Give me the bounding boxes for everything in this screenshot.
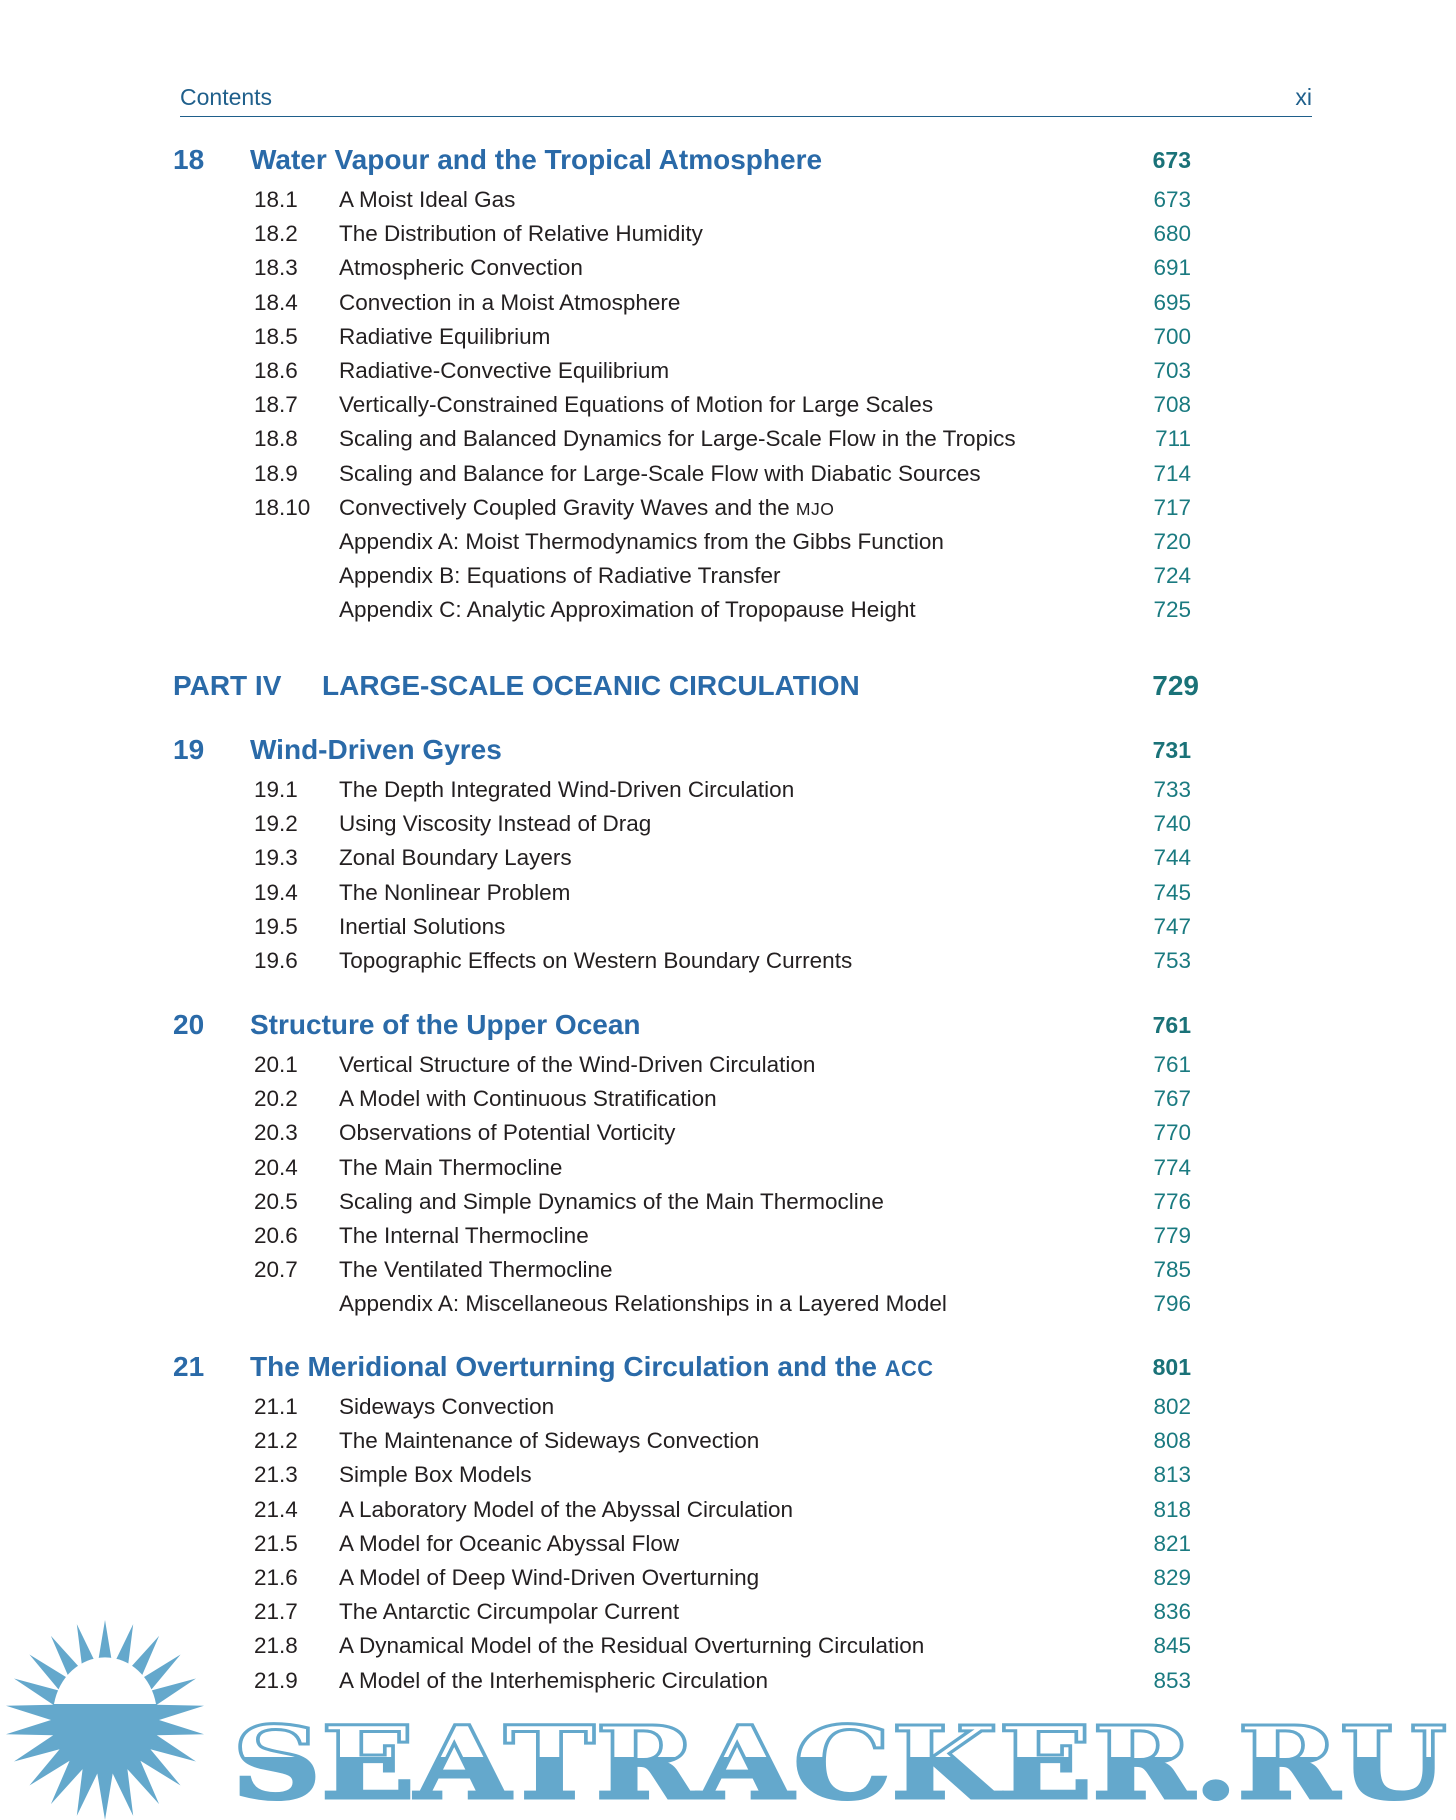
section-number: 19.4 (254, 879, 298, 905)
page-ref: 836 (1153, 1599, 1191, 1625)
title-text: Vertically-Constrained Equations of Motion for Large Scales (339, 392, 934, 418)
chapter-title[interactable] (250, 1347, 934, 1389)
section-entry[interactable] (0, 1595, 1456, 1629)
section-number: 21.1 (254, 1394, 298, 1419)
section-title[interactable] (339, 1151, 562, 1185)
page-ref: 774 (1153, 1154, 1191, 1180)
title-acronym: ACC (884, 1356, 934, 1381)
section-title[interactable] (339, 1664, 768, 1698)
title-text: Appendix C: Analytic Approximation of Tropopause Height (339, 597, 916, 623)
title-text: Vertical Structure of the Wind-Driven Circulation (339, 1052, 816, 1077)
title-text: Radiative Equilibrium (339, 323, 551, 349)
page-ref: 725 (1153, 597, 1191, 623)
page-ref: 673 (1152, 147, 1191, 173)
section-entry[interactable] (0, 1629, 1456, 1663)
section-title[interactable] (339, 1082, 717, 1116)
page-ref: 729 (1152, 670, 1199, 701)
title-text: Appendix B: Equations of Radiative Transfer (339, 563, 781, 589)
title-text: Atmospheric Convection (339, 255, 583, 281)
section-entry[interactable] (0, 388, 1456, 422)
section-entry[interactable] (0, 807, 1456, 841)
section-title[interactable] (339, 1253, 613, 1287)
chapter-heading[interactable] (0, 1005, 1456, 1045)
section-title[interactable] (339, 593, 916, 627)
section-number: 19.5 (254, 913, 298, 939)
section-entry[interactable] (0, 944, 1456, 978)
section-entry[interactable] (0, 286, 1456, 320)
section-entry[interactable] (0, 457, 1456, 491)
title-text: Wind-Driven Gyres (250, 734, 502, 765)
page-ref: 753 (1153, 948, 1191, 973)
title-text: A Moist Ideal Gas (339, 187, 516, 212)
chapter-number: 19 (173, 734, 205, 765)
section-entry[interactable] (0, 1458, 1456, 1492)
section-title[interactable] (339, 841, 572, 875)
section-number: 21.6 (254, 1565, 298, 1590)
title-text: A Model for Oceanic Abyssal Flow (339, 1530, 680, 1556)
running-header (180, 84, 1312, 117)
title-text: A Model of Deep Wind-Driven Overturning (339, 1565, 760, 1590)
appendix-entry[interactable] (0, 559, 1456, 593)
section-title[interactable] (339, 457, 981, 491)
page-ref: 761 (1152, 1012, 1191, 1038)
section-title[interactable] (339, 944, 852, 978)
section-number: 20.3 (254, 1120, 298, 1146)
section-entry[interactable] (0, 251, 1456, 285)
title-text: Radiative-Convective Equilibrium (339, 358, 670, 383)
section-number: 19.2 (254, 811, 298, 837)
section-number: 18.1 (254, 187, 298, 212)
title-text: The Internal Thermocline (339, 1223, 589, 1248)
section-title[interactable] (339, 910, 505, 944)
page-ref: 691 (1153, 255, 1191, 281)
chapter-number: 20 (173, 1009, 205, 1040)
section-number: 20.7 (254, 1257, 298, 1283)
section-number: 18.4 (254, 289, 298, 315)
section-title[interactable] (339, 1424, 759, 1458)
part-number: PART IV (173, 670, 282, 701)
section-title[interactable] (339, 1458, 532, 1492)
section-entry[interactable] (0, 1082, 1456, 1116)
section-title[interactable] (339, 525, 944, 559)
page-ref: 853 (1153, 1667, 1191, 1693)
section-entry[interactable] (0, 876, 1456, 910)
title-text: Topographic Effects on Western Boundary Currents (339, 948, 853, 973)
page-ref: 808 (1153, 1428, 1191, 1454)
section-title[interactable] (339, 354, 669, 388)
page-ref: 733 (1153, 777, 1191, 802)
page-ref: 796 (1153, 1291, 1191, 1317)
section-entry[interactable] (0, 1527, 1456, 1561)
section-number: 18.8 (254, 426, 298, 452)
page-ref: 731 (1152, 737, 1191, 763)
appendix-entry[interactable] (0, 593, 1456, 627)
page-ref: 711 (1155, 426, 1191, 452)
page-ref: 680 (1153, 221, 1191, 247)
title-text: Water Vapour and the Tropical Atmosphere (250, 144, 823, 175)
page-ref: 785 (1153, 1257, 1191, 1283)
title-text: The Main Thermocline (339, 1154, 563, 1180)
section-entry[interactable] (0, 1493, 1456, 1527)
page-ref: 821 (1153, 1530, 1191, 1556)
section-title[interactable] (339, 876, 570, 910)
title-text: Simple Box Models (339, 1462, 532, 1488)
title-text: Observations of Potential Vorticity (339, 1120, 676, 1146)
page-ref: 801 (1152, 1354, 1191, 1380)
title-text: Convection in a Moist Atmosphere (339, 289, 681, 315)
section-number: 18.3 (254, 255, 298, 281)
title-text: The Maintenance of Sideways Convection (339, 1428, 760, 1454)
section-number: 19.3 (254, 845, 298, 871)
section-title[interactable] (339, 1287, 947, 1321)
section-number: 18.7 (254, 392, 298, 418)
section-title[interactable] (339, 491, 834, 526)
page-ref: 673 (1153, 187, 1191, 212)
title-text: Scaling and Balance for Large-Scale Flow with Diabatic Sources (339, 460, 981, 486)
section-entry[interactable] (0, 1219, 1456, 1253)
page-ref: 767 (1153, 1086, 1191, 1112)
page-ref: 708 (1153, 392, 1191, 418)
section-number: 19.1 (254, 777, 298, 802)
section-number: 21.4 (254, 1496, 298, 1522)
title-text: The Distribution of Relative Humidity (339, 221, 703, 247)
section-title[interactable] (339, 1595, 679, 1629)
page-ref: 724 (1153, 563, 1191, 589)
section-entry[interactable] (0, 320, 1456, 354)
section-title[interactable] (339, 807, 651, 841)
section-title[interactable] (339, 1219, 589, 1253)
page-ref: 818 (1153, 1496, 1191, 1522)
section-title[interactable] (339, 773, 794, 807)
section-title[interactable] (339, 183, 515, 217)
section-number: 21.9 (254, 1667, 298, 1693)
title-text: Appendix A: Moist Thermodynamics from the Gibbs Function (339, 529, 944, 554)
section-title[interactable] (339, 320, 550, 354)
section-title[interactable] (339, 1527, 679, 1561)
watermark-text: SEATRACKER.RU (232, 1704, 1447, 1820)
title-text: Structure of the Upper Ocean (250, 1009, 641, 1040)
section-title[interactable] (339, 1048, 815, 1082)
page-ref: 720 (1153, 529, 1191, 554)
section-number: 21.2 (254, 1428, 298, 1454)
page-ref: 761 (1153, 1052, 1191, 1077)
section-entry[interactable] (0, 1151, 1456, 1185)
page-ref: 776 (1153, 1188, 1191, 1214)
section-number: 18.10 (254, 494, 311, 520)
section-number: 21.8 (254, 1633, 298, 1659)
section-entry[interactable] (0, 1116, 1456, 1150)
part-heading[interactable] (0, 666, 1456, 706)
title-text: The Antarctic Circumpolar Current (339, 1599, 680, 1625)
title-text: The Meridional Overturning Circulation and the (250, 1351, 885, 1382)
page-ref: 745 (1153, 879, 1191, 905)
page-ref: 813 (1153, 1462, 1191, 1488)
page-ref: 695 (1153, 289, 1191, 315)
section-entry[interactable] (0, 1561, 1456, 1595)
title-text: Using Viscosity Instead of Drag (339, 811, 652, 837)
appendix-entry[interactable] (0, 525, 1456, 559)
section-entry[interactable] (0, 1185, 1456, 1219)
title-text: Inertial Solutions (339, 913, 506, 939)
chapter-title[interactable] (250, 730, 502, 770)
title-text: The Depth Integrated Wind-Driven Circulation (339, 777, 795, 802)
chapter-number: 21 (173, 1351, 205, 1382)
page-ref: 717 (1153, 494, 1191, 520)
chapter-number: 18 (173, 144, 205, 175)
page-ref: 700 (1153, 323, 1191, 349)
title-text: Appendix A: Miscellaneous Relationships in a Layered Model (339, 1291, 947, 1317)
section-number: 20.1 (254, 1052, 298, 1077)
section-entry[interactable] (0, 1048, 1456, 1082)
page-ref: 703 (1153, 358, 1191, 383)
section-number: 18.9 (254, 460, 298, 486)
section-entry[interactable] (0, 910, 1456, 944)
section-entry[interactable] (0, 1664, 1456, 1698)
chapter-title[interactable] (250, 140, 822, 180)
section-number: 18.5 (254, 323, 298, 349)
page-ref: 845 (1153, 1633, 1191, 1659)
section-title[interactable] (339, 422, 1016, 456)
title-text: Zonal Boundary Layers (339, 845, 572, 871)
title-text: The Nonlinear Problem (339, 879, 571, 905)
chapter-heading[interactable] (0, 730, 1456, 770)
section-title[interactable] (339, 1629, 924, 1663)
section-number: 20.2 (254, 1086, 298, 1112)
chapter-heading[interactable] (0, 1347, 1456, 1387)
section-entry[interactable] (0, 422, 1456, 456)
appendix-entry[interactable] (0, 1287, 1456, 1321)
title-text: Scaling and Balanced Dynamics for Large-Scale Flow in the Tropics (339, 426, 1016, 452)
page-ref: 770 (1153, 1120, 1191, 1146)
section-title[interactable] (339, 1116, 675, 1150)
chapter-heading[interactable] (0, 140, 1456, 180)
section-entry[interactable] (0, 1253, 1456, 1287)
part-title[interactable] (322, 666, 860, 706)
section-entry[interactable] (0, 841, 1456, 875)
title-text: A Model of the Interhemispheric Circulation (339, 1667, 768, 1693)
title-text: A Model with Continuous Stratification (339, 1086, 717, 1112)
section-number: 19.6 (254, 948, 298, 973)
section-number: 20.6 (254, 1223, 298, 1248)
section-title[interactable] (339, 1185, 884, 1219)
section-title[interactable] (339, 286, 680, 320)
section-entry[interactable] (0, 354, 1456, 388)
title-text: Convectively Coupled Gravity Waves and the (339, 494, 796, 520)
section-number: 21.7 (254, 1599, 298, 1625)
section-title[interactable] (339, 388, 933, 422)
section-number: 21.5 (254, 1530, 298, 1556)
section-number: 18.2 (254, 221, 298, 247)
section-number: 20.5 (254, 1188, 298, 1214)
section-entry[interactable] (0, 183, 1456, 217)
section-title[interactable] (339, 1561, 759, 1595)
title-text: A Laboratory Model of the Abyssal Circulation (339, 1496, 793, 1522)
title-text: The Ventilated Thermocline (339, 1257, 613, 1283)
section-number: 21.3 (254, 1462, 298, 1488)
section-title[interactable] (339, 217, 703, 251)
section-number: 18.6 (254, 358, 298, 383)
chapter-title[interactable] (250, 1005, 641, 1045)
section-entry[interactable] (0, 1424, 1456, 1458)
section-title[interactable] (339, 251, 583, 285)
page-ref: 740 (1153, 811, 1191, 837)
title-text: Sideways Convection (339, 1394, 555, 1419)
page-number: xi (1295, 84, 1312, 110)
page-ref: 779 (1153, 1223, 1191, 1248)
title-text: Scaling and Simple Dynamics of the Main Thermocline (339, 1188, 884, 1214)
title-acronym: MJO (795, 498, 835, 519)
header-title: Contents (180, 84, 273, 110)
section-title[interactable] (339, 1493, 793, 1527)
page-ref: 747 (1153, 913, 1191, 939)
section-entry[interactable] (0, 1390, 1456, 1424)
page-ref: 744 (1153, 845, 1191, 871)
section-entry[interactable] (0, 217, 1456, 251)
title-text: LARGE-SCALE OCEANIC CIRCULATION (322, 670, 860, 701)
section-entry[interactable] (0, 773, 1456, 807)
page-ref: 714 (1153, 460, 1191, 486)
page-ref: 829 (1153, 1565, 1191, 1590)
title-text: A Dynamical Model of the Residual Overturning Circulation (339, 1633, 925, 1659)
section-entry[interactable] (0, 491, 1456, 525)
page-ref: 802 (1153, 1394, 1191, 1419)
section-title[interactable] (339, 1390, 554, 1424)
section-number: 20.4 (254, 1154, 298, 1180)
section-title[interactable] (339, 559, 781, 593)
